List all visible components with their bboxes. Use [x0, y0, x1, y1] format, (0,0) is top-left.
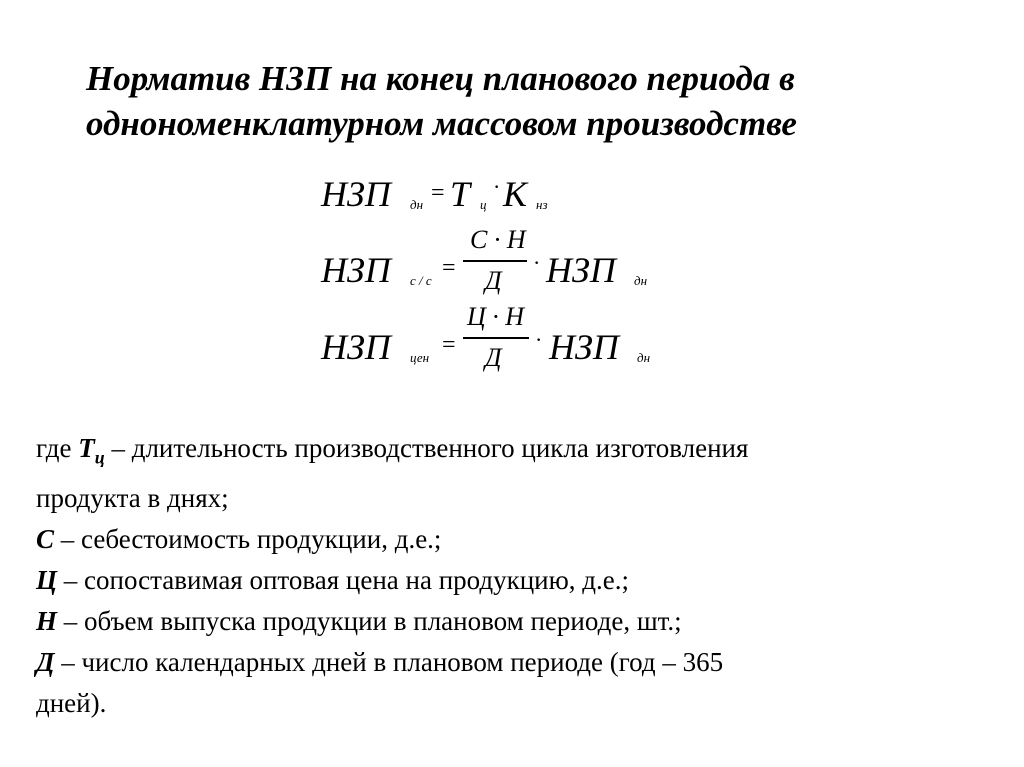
- formula-1-lhs-subscript: дн: [410, 197, 424, 212]
- definition-volume-text: – объем выпуска продукции в плановом периоде, шт.;: [57, 606, 682, 637]
- symbol-volume: Н: [36, 606, 58, 637]
- definition-days-continued: дней).: [36, 688, 107, 719]
- formula-3-lhs: НЗП: [321, 327, 391, 367]
- definition-days: [36, 642, 986, 683]
- formula-2-multiply: ·: [533, 250, 541, 275]
- slide-title: [86, 56, 966, 146]
- formula-2-rhs: НЗП: [546, 250, 616, 290]
- formula-3-rhs: НЗП: [549, 327, 619, 367]
- formula-3-rhs-subscript: дн: [637, 350, 651, 365]
- definition-cycle-time-text: – длительность производственного цикла изготовления: [104, 433, 749, 463]
- formula-1-coefficient-subscript: нз: [536, 197, 548, 212]
- formula-2-lhs: НЗП: [321, 250, 391, 290]
- definition-price: [36, 560, 986, 601]
- definition-cycle-time: [36, 428, 986, 478]
- definition-prefix: где: [36, 433, 79, 463]
- formula-2-fraction-bar: [463, 260, 527, 262]
- definition-volume: [36, 601, 986, 642]
- formula-1-cycle-time-subscript: ц: [480, 197, 487, 212]
- formula-3-denominator: Д: [485, 343, 502, 372]
- slide-title-line-2: однономенклатурном массовом производстве: [86, 104, 797, 143]
- formula-2-rhs-subscript: дн: [634, 273, 648, 288]
- symbol-price: Ц: [36, 565, 58, 596]
- symbol-cycle-time-subscript: ц: [94, 447, 105, 468]
- variable-definitions: [36, 428, 986, 724]
- symbol-cost: С: [36, 524, 55, 555]
- formula-1-cycle-time: Т: [450, 174, 471, 214]
- definition-days-text: – число календарных дней в плановом периоде (год – 365: [54, 647, 724, 678]
- formula-2-equals: =: [442, 255, 456, 281]
- definition-cost-text: – себестоимость продукции, д.е.;: [54, 524, 442, 555]
- formula-2-lhs-subscript: с / с: [410, 273, 432, 288]
- formula-1-coefficient: К: [503, 174, 527, 214]
- formula-2-denominator: Д: [485, 266, 502, 295]
- formula-3-fraction-bar: [463, 337, 529, 339]
- formula-2-numerator: С · Н: [470, 225, 526, 254]
- formula-1-multiply: ·: [493, 174, 501, 199]
- definition-cycle-time-continued: продукта в днях;: [36, 483, 229, 514]
- formula-3-lhs-subscript: цен: [410, 350, 430, 365]
- formula-1-lhs: НЗП: [321, 174, 391, 214]
- formula-3-multiply: ·: [535, 327, 543, 352]
- slide-title-line-1: Норматив НЗП на конец планового периода в: [86, 59, 795, 98]
- symbol-days: Д: [36, 647, 55, 678]
- formula-3-equals: =: [442, 332, 456, 358]
- definition-price-text: – сопоставимая оптовая цена на продукцию, д.е.;: [57, 565, 630, 596]
- symbol-cycle-time: Т: [78, 433, 95, 463]
- formula-1-equals: =: [431, 180, 445, 206]
- definition-cost: [36, 519, 986, 560]
- formula-3-numerator: Ц · Н: [467, 302, 525, 331]
